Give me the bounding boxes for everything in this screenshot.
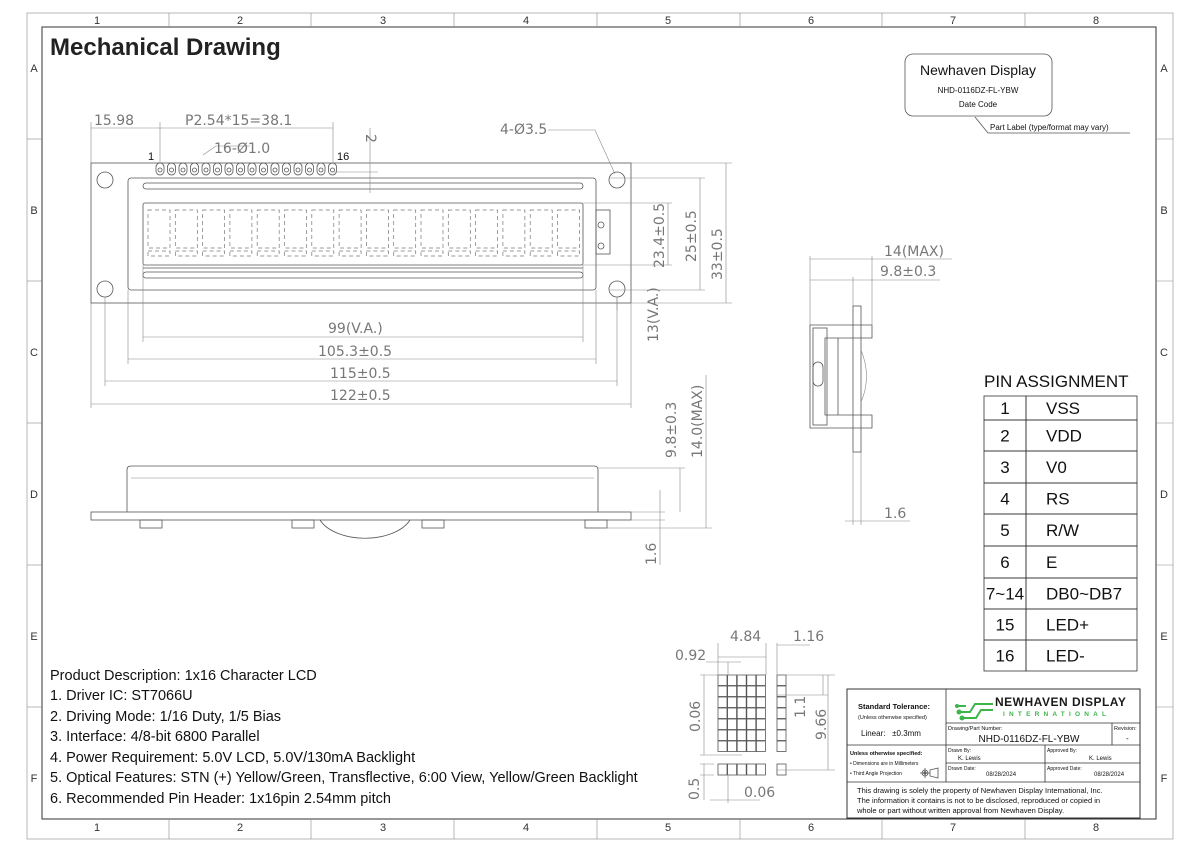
pin-number: 7~14 <box>985 584 1025 604</box>
dot <box>728 697 737 708</box>
next-char-dot <box>777 764 786 775</box>
pin-name: RS <box>1046 489 1070 509</box>
cursor-cell <box>339 251 361 256</box>
dim-pitch: P2.54*15=38.1 <box>185 113 293 129</box>
pin-hole <box>158 168 162 172</box>
front-view <box>91 163 631 303</box>
logo-sub-text: INTERNATIONAL <box>1003 711 1111 718</box>
cursor-cell <box>203 251 225 256</box>
pin-name: V0 <box>1046 458 1067 477</box>
dim-top-gap: 2 <box>362 134 378 143</box>
pin-number: 15 <box>995 615 1015 635</box>
mount-hole <box>97 281 113 297</box>
next-char-dot <box>777 741 786 752</box>
part-label-number: NHD-0116DZ-FL-YBW <box>937 86 1019 95</box>
notice-line: whole or part without written approval from Newhaven Display. <box>857 806 1065 815</box>
cursor-cell <box>530 251 552 256</box>
pin-pad <box>329 163 337 175</box>
pin-number: 5 <box>1000 521 1010 540</box>
dot <box>737 686 746 697</box>
pin-hole <box>319 168 323 172</box>
pin-pad <box>202 163 210 175</box>
approved-by: K. Lewis <box>1089 756 1112 762</box>
char-cell <box>558 210 580 248</box>
cursor-cell <box>148 251 170 256</box>
tolerance-linear: Linear: ±0.3mm <box>861 729 921 738</box>
pin-pad <box>191 163 199 175</box>
col-label: 7 <box>949 15 957 27</box>
pin-hole <box>193 168 197 172</box>
dot <box>747 686 756 697</box>
char-cell <box>530 210 552 248</box>
dot <box>737 708 746 719</box>
dim-dot-width: 0.92 <box>675 648 707 664</box>
units-note: • Dimensions are in Millimeters <box>850 761 919 767</box>
char-cell <box>148 210 170 248</box>
dot <box>737 719 746 730</box>
col-label: 2 <box>236 15 244 27</box>
row-label: D <box>1160 489 1168 501</box>
cursor-cell <box>285 251 307 256</box>
dim-dot-gap-h: 0.06 <box>744 785 776 801</box>
pin-name: LED- <box>1046 646 1085 666</box>
dim-va-offset: 13(V.A.) <box>646 287 662 342</box>
approved-date: 08/28/2024 <box>1094 772 1125 778</box>
pin-first-label: 1 <box>148 151 155 163</box>
next-char-dot <box>777 730 786 741</box>
revision-label: Revision: <box>1114 726 1137 732</box>
char-cell <box>203 210 225 248</box>
pin-pad <box>168 163 176 175</box>
mount-hole <box>609 281 625 297</box>
pin-last-label: 16 <box>337 151 350 163</box>
dim-total-width: 122±0.5 <box>330 388 391 404</box>
pin-pad <box>248 163 256 175</box>
dot <box>728 719 737 730</box>
dot <box>747 719 756 730</box>
cursor-dot <box>747 764 756 775</box>
cursor-cell <box>257 251 279 256</box>
char-cell <box>421 210 443 248</box>
cursor-cell <box>312 251 334 256</box>
dot <box>728 686 737 697</box>
pin-hole <box>227 168 231 172</box>
col-label: 8 <box>1092 822 1100 834</box>
newhaven-logo <box>955 695 1126 721</box>
pin-name: VSS <box>1046 399 1081 418</box>
col-label: 2 <box>236 822 244 834</box>
dot <box>718 741 727 752</box>
dot <box>756 730 765 741</box>
cursor-cell <box>421 251 443 256</box>
front-dimensions <box>91 113 732 408</box>
col-label: 5 <box>664 15 672 27</box>
row-label: F <box>30 773 38 785</box>
drawn-date: 08/28/2024 <box>986 772 1017 778</box>
dim-pin1-offset: 15.98 <box>94 113 135 129</box>
pin-row <box>984 451 1137 483</box>
dot <box>718 686 727 697</box>
unless-specified: Unless otherwise specified: <box>850 751 923 757</box>
dim-bezel-height: 25±0.5 <box>684 210 700 262</box>
pin-pad <box>214 163 222 175</box>
third-angle-projection-icon <box>920 768 938 778</box>
dot <box>737 730 746 741</box>
row-label: B <box>30 205 38 217</box>
pin-hole <box>250 168 254 172</box>
pin-name: R/W <box>1046 521 1080 540</box>
col-label: 1 <box>93 822 101 834</box>
pin-number: 1 <box>1000 399 1010 418</box>
cursor-dot <box>756 764 765 775</box>
pin-hole <box>204 168 208 172</box>
notice-line: The information it contains is not to be disclosed, reproduced or copied in <box>857 796 1101 805</box>
pin-name: VDD <box>1046 426 1082 446</box>
dot <box>737 675 746 686</box>
pin-pad <box>306 163 314 175</box>
pin-number: 3 <box>1000 458 1010 477</box>
pin-pad <box>260 163 268 175</box>
description-line: Product Description: 1x16 Character LCD <box>50 668 317 684</box>
side-view <box>810 244 952 525</box>
row-label: A <box>30 63 38 75</box>
pin-pad <box>179 163 187 175</box>
cursor-dot <box>728 764 737 775</box>
pin-row <box>984 546 1137 578</box>
dim-cursor-gap: 1.1 <box>793 695 809 718</box>
col-label: 3 <box>379 822 387 834</box>
col-label: 8 <box>1092 15 1100 27</box>
char-cell <box>230 210 252 248</box>
char-cell <box>339 210 361 248</box>
dot <box>756 741 765 752</box>
dim-va-height: 23.4±0.5 <box>652 202 668 268</box>
cursor-dot <box>737 764 746 775</box>
pin-hole <box>308 168 312 172</box>
dim-side-thickness: 9.8±0.3 <box>880 264 937 280</box>
dim-side-pcb: 1.6 <box>884 506 907 522</box>
revision: - <box>1126 734 1129 743</box>
cursor-cell <box>230 251 252 256</box>
dot <box>728 730 737 741</box>
char-cell <box>476 210 498 248</box>
dot <box>747 730 756 741</box>
cursor-cell <box>175 251 197 256</box>
row-label: E <box>30 631 38 643</box>
dim-side-max: 14(MAX) <box>884 244 944 260</box>
cursor-cell <box>448 251 470 256</box>
cursor-cell <box>366 251 388 256</box>
pin-hole <box>216 168 220 172</box>
pin-hole <box>181 168 185 172</box>
char-cell <box>448 210 470 248</box>
char-cell <box>257 210 279 248</box>
next-char-dot <box>777 675 786 686</box>
dot <box>737 741 746 752</box>
dot <box>747 675 756 686</box>
dot <box>718 719 727 730</box>
pin-row <box>984 483 1137 514</box>
dim-total-height: 33±0.5 <box>710 228 726 280</box>
pin-row <box>984 609 1137 640</box>
pin-hole <box>262 168 266 172</box>
pin-hole <box>285 168 289 172</box>
dim-pcb: 1.6 <box>644 542 660 565</box>
description-line: 6. Recommended Pin Header: 1x16pin 2.54mm pitch <box>50 791 391 807</box>
pin-pad <box>237 163 245 175</box>
product-description <box>50 668 638 807</box>
dot <box>728 741 737 752</box>
col-label: 6 <box>807 15 815 27</box>
pin-row <box>984 396 1137 420</box>
pin-assignment-table <box>984 372 1137 671</box>
pin-number: 6 <box>1000 553 1010 572</box>
dot <box>737 697 746 708</box>
notice-line: This drawing is solely the property of Newhaven Display International, Inc. <box>857 786 1103 795</box>
dot <box>718 730 727 741</box>
mount-hole <box>97 172 113 188</box>
pin-hole <box>239 168 243 172</box>
char-cell <box>394 210 416 248</box>
dot <box>747 697 756 708</box>
part-number: NHD-0116DZ-FL-YBW <box>978 734 1080 745</box>
pin-pad <box>225 163 233 175</box>
row-label: F <box>1160 773 1168 785</box>
inner-frame <box>42 27 1156 819</box>
col-label: 7 <box>949 822 957 834</box>
dot <box>718 708 727 719</box>
char-cell <box>175 210 197 248</box>
row-label: C <box>1160 347 1168 359</box>
page-title: Mechanical Drawing <box>50 34 281 61</box>
dim-dot-gap-v: 0.06 <box>688 700 704 732</box>
dim-thickness: 9.8±0.3 <box>664 401 680 458</box>
char-cell <box>312 210 334 248</box>
dot <box>756 675 765 686</box>
pin-row <box>984 640 1137 671</box>
cursor-cell <box>394 251 416 256</box>
pin-number: 2 <box>1000 426 1010 446</box>
pin-pad <box>156 163 164 175</box>
pin-pad <box>271 163 279 175</box>
tolerance-title: Standard Tolerance: <box>858 702 930 711</box>
pin-hole <box>170 168 174 172</box>
bottom-view <box>91 375 712 565</box>
col-label: 4 <box>522 15 530 27</box>
pin-name: DB0~DB7 <box>1046 584 1123 604</box>
char-cell <box>366 210 388 248</box>
dim-mount-holes: 4-Ø3.5 <box>500 122 548 138</box>
dim-hole-pitch: 115±0.5 <box>330 366 391 382</box>
next-char-dot <box>777 708 786 719</box>
row-label: C <box>30 347 38 359</box>
dim-char-gap: 1.16 <box>793 629 825 645</box>
row-label: E <box>1160 631 1168 643</box>
drawn-by: K. Lewis <box>958 756 981 762</box>
dot <box>756 719 765 730</box>
pin-row <box>984 514 1137 546</box>
dim-va-width: 99(V.A.) <box>328 321 383 337</box>
pin-number: 16 <box>995 646 1015 666</box>
pin-row <box>984 420 1137 451</box>
pin-hole <box>273 168 277 172</box>
dim-bezel-width: 105.3±0.5 <box>318 344 393 360</box>
pin-hole <box>296 168 300 172</box>
dot <box>747 741 756 752</box>
pin-pad <box>294 163 302 175</box>
title-block <box>847 689 1140 818</box>
pin-pad <box>317 163 325 175</box>
char-cell <box>503 210 525 248</box>
col-label: 1 <box>93 15 101 27</box>
pin-number: 4 <box>1000 489 1010 509</box>
part-number-label: Drawing/Part Number: <box>948 726 1003 732</box>
dim-max-thickness: 14.0(MAX) <box>690 384 706 458</box>
dot <box>728 675 737 686</box>
pin-name: E <box>1046 553 1058 572</box>
part-label-brand: Newhaven Display <box>920 62 1036 78</box>
dot <box>756 697 765 708</box>
cursor-cell <box>476 251 498 256</box>
tolerance-sub: (Unless otherwise specified) <box>858 715 927 721</box>
part-label-date-code: Date Code <box>958 100 998 109</box>
description-line: 2. Driving Mode: 1/16 Duty, 1/5 Bias <box>50 709 282 725</box>
col-label: 3 <box>379 15 387 27</box>
dot <box>756 708 765 719</box>
approved-date-label: Approved Date: <box>1047 766 1082 772</box>
approved-by-label: Approved By: <box>1047 748 1078 754</box>
part-label-note: Part Label (type/format may vary) <box>990 123 1109 132</box>
pin-pad <box>283 163 291 175</box>
dot <box>718 697 727 708</box>
row-label: B <box>1160 205 1168 217</box>
char-cell <box>285 210 307 248</box>
pin-row <box>984 578 1137 609</box>
dot <box>747 708 756 719</box>
mount-hole <box>609 172 625 188</box>
pin-name: LED+ <box>1046 615 1089 635</box>
projection-note: • Third Angle Projection <box>850 771 902 777</box>
col-label: 4 <box>522 822 530 834</box>
drawn-date-label: Drawn Date: <box>948 766 976 772</box>
col-label: 5 <box>664 822 672 834</box>
next-char-dot <box>777 719 786 730</box>
dot <box>756 686 765 697</box>
description-line: 1. Driver IC: ST7066U <box>50 688 193 704</box>
description-line: 5. Optical Features: STN (+) Yellow/Green, Transflective, 6:00 View, Yellow/Green Backlight <box>50 770 638 786</box>
logo-main-text: NEWHAVEN DISPLAY <box>995 695 1127 709</box>
row-label: A <box>1160 63 1168 75</box>
cursor-dot <box>718 764 727 775</box>
description-line: 3. Interface: 4/8-bit 6800 Parallel <box>50 729 260 745</box>
row-label: D <box>30 489 38 501</box>
col-label: 6 <box>807 822 815 834</box>
dim-cursor-h: 0.5 <box>687 777 703 800</box>
character-detail <box>675 629 835 803</box>
dim-char-width: 4.84 <box>730 629 762 645</box>
pin-table-title: PIN ASSIGNMENT <box>984 372 1129 391</box>
cursor-cell <box>558 251 580 256</box>
dot <box>718 675 727 686</box>
next-char-dot <box>777 697 786 708</box>
drawn-by-label: Drawn By: <box>948 748 972 754</box>
dim-char-height: 9.66 <box>814 708 830 740</box>
dot <box>728 708 737 719</box>
pin-hole <box>331 168 335 172</box>
description-line: 4. Power Requirement: 5.0V LCD, 5.0V/130mA Backlight <box>50 750 416 766</box>
cursor-cell <box>503 251 525 256</box>
dim-pin-holes: 16-Ø1.0 <box>214 141 271 157</box>
